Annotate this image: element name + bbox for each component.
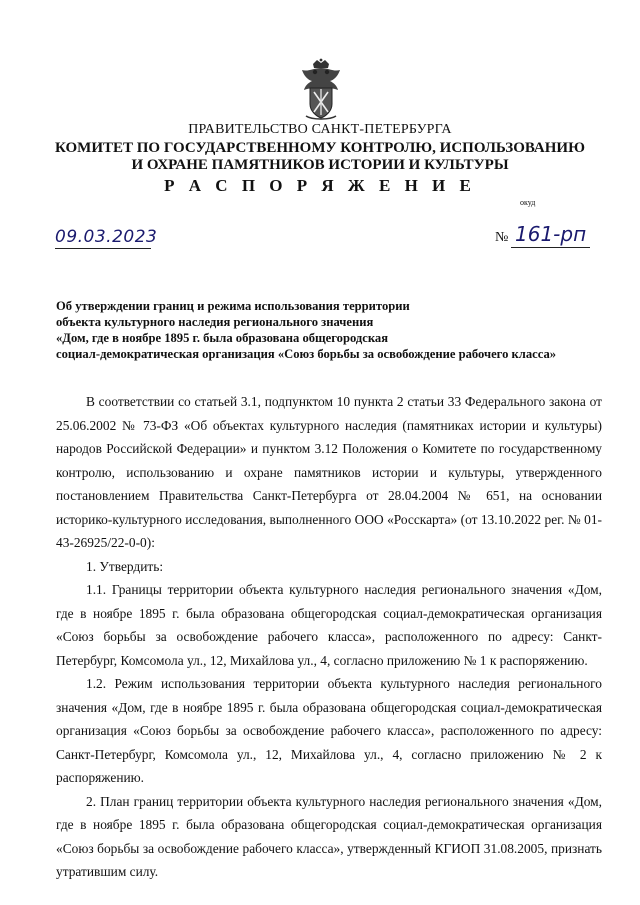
document-subject [56, 298, 596, 362]
number-sign: № [495, 230, 509, 245]
number-underline [511, 247, 590, 248]
okud-label: окуд [520, 198, 536, 207]
subject-line: Об утверждении границ и режима использования территории [56, 299, 410, 313]
subject-line: объекта культурного наследия регионального значения [56, 315, 374, 329]
subject-line: социал-демократическая организация «Союз борьбы за освобождение рабочего класса» [56, 347, 557, 361]
document-number-field [495, 224, 590, 248]
document-body [56, 390, 602, 884]
item-1-paragraph: 1. Утвердить: [86, 558, 164, 574]
government-name: ПРАВИТЕЛЬСТВО САНКТ-ПЕТЕРБУРГА [188, 122, 452, 137]
document-type-title: Р А С П О Р Я Ж Е Н И Е [164, 176, 476, 195]
item-1-2-paragraph: 1.2. Режим использования территории объекта культурного наследия регионального значения «Дом, где в ноябре 1895 г. была образована общегородская социал-демократическая организация «Союз борьбы за освобождение рабочего класса», расположенного по адресу: Санкт-Петербург, Комсомола ул., 12, Михайлова ул., 4, согласно приложению № 2 к распоряжению. [56, 676, 602, 785]
preamble-paragraph: В соответствии со статьей 3.1, подпунктом 10 пункта 2 статьи 33 Федерального закона от 25.06.2002 № 73-ФЗ «Об объектах культурного наследия (памятниках истории и культуры) народов Российской Федерации» и пунктом 3.12 Положения о Комитете по государственному контролю, использованию и охране памятников истории и культуры, утвержденного постановлением Правительства Санкт-Петербурга от 28.04.2004 № 651, на основании историко-культурного исследования, выполненного ООО «Росскарта» (от 13.10.2022 рег. № 01-43-26925/22-0-0): [56, 394, 602, 550]
st-petersburg-coat-of-arms-icon [296, 58, 346, 122]
subject-line: «Дом, где в ноябре 1895 г. была образована общегородская [56, 331, 389, 345]
item-2-paragraph: 2. План границ территории объекта культурного наследия регионального значения «Дом, где в ноябре 1895 г. была образована общегородская социал-демократическая организация «Союз борьбы за освобождение рабочего класса», утвержденный КГИОП 31.08.2005, признать утратившим силу. [56, 793, 602, 879]
committee-name [40, 140, 600, 174]
document-date-field [55, 226, 158, 249]
committee-name-line1: КОМИТЕТ ПО ГОСУДАРСТВЕННОМУ КОНТРОЛЮ, ИСПОЛЬЗОВАНИЮ [55, 140, 585, 156]
item-1-1-paragraph: 1.1. Границы территории объекта культурного наследия регионального значения «Дом, где в ноябре 1895 г. была образована общегородская социал-демократическая организация «Союз борьбы за освобождение рабочего класса», расположенного по адресу: Санкт-Петербург, Комсомола ул., 12, Михайлова ул., 4, согласно приложению № 1 к распоряжению. [56, 582, 602, 668]
committee-name-line2: И ОХРАНЕ ПАМЯТНИКОВ ИСТОРИИ И КУЛЬТУРЫ [131, 157, 509, 173]
document-number: 161-рп [515, 222, 587, 246]
document-date: 09.03.2023 [55, 227, 158, 247]
